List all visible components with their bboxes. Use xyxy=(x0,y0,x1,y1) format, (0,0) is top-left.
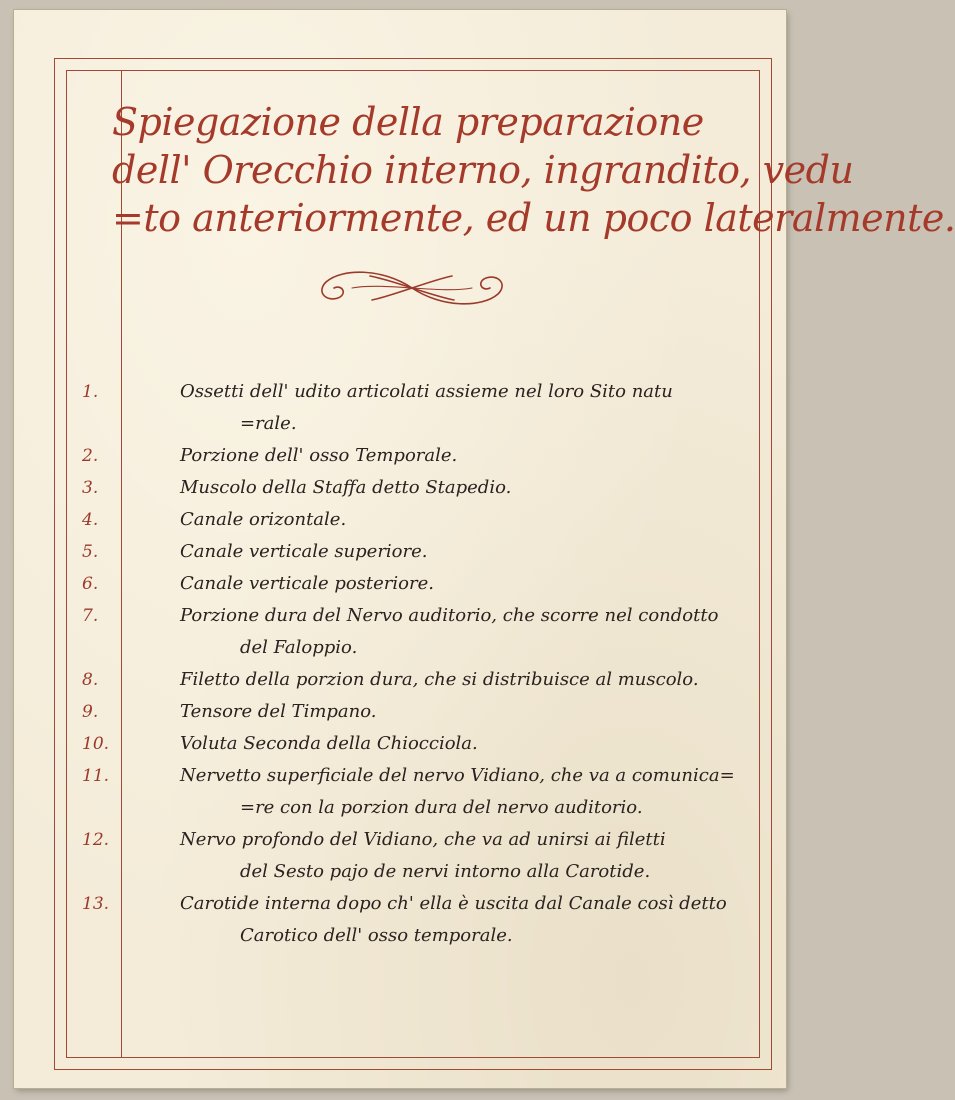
entries-list xyxy=(60,376,740,952)
entry-text: =re con la porzion dura del nervo auditorio. xyxy=(240,797,643,818)
entry-number: 1. xyxy=(82,382,99,402)
entry-text: Tensore del Timpano. xyxy=(180,701,377,722)
entry-text: Carotico dell' osso temporale. xyxy=(240,925,513,946)
entry-text: Filetto della porzion dura, che si distribuisce al muscolo. xyxy=(180,669,699,690)
entry-number: 5. xyxy=(82,542,99,562)
entry-text: Voluta Seconda della Chiocciola. xyxy=(180,733,478,754)
entry-text: del Faloppio. xyxy=(240,637,358,658)
list-item xyxy=(60,536,740,568)
title-line-2: dell' Orecchio interno, ingrandito, vedu xyxy=(112,148,854,192)
entry-number: 6. xyxy=(82,574,99,594)
entry-text: Canale verticale posteriore. xyxy=(180,573,434,594)
entry-text: Carotide interna dopo ch' ella è uscita dal Canale così detto xyxy=(180,893,727,914)
flourish-ornament xyxy=(312,262,512,314)
entry-number: 11. xyxy=(82,766,110,786)
entry-text: del Sesto pajo de nervi intorno alla Carotide. xyxy=(240,861,651,882)
entry-number: 13. xyxy=(82,894,110,914)
entry-number: 12. xyxy=(82,830,110,850)
entry-text: Canale orizontale. xyxy=(180,509,347,530)
list-item xyxy=(60,504,740,536)
entry-number: 8. xyxy=(82,670,99,690)
entry-text: Porzione dura del Nervo auditorio, che scorre nel condotto xyxy=(180,605,719,626)
list-item xyxy=(60,600,740,664)
list-item xyxy=(60,728,740,760)
entry-number: 10. xyxy=(82,734,110,754)
list-item xyxy=(60,888,740,952)
entry-number: 3. xyxy=(82,478,99,498)
entry-number: 4. xyxy=(82,510,99,530)
list-item xyxy=(60,568,740,600)
entry-number: 7. xyxy=(82,606,99,626)
entry-text: Ossetti dell' udito articolati assieme nel loro Sito natu xyxy=(180,381,673,402)
entry-text: Porzione dell' osso Temporale. xyxy=(180,445,458,466)
list-item xyxy=(60,824,740,888)
entry-number: 9. xyxy=(82,702,99,722)
page-title xyxy=(112,98,955,242)
entry-text: Canale verticale superiore. xyxy=(180,541,428,562)
list-item xyxy=(60,664,740,696)
entry-text: Nervetto superficiale del nervo Vidiano, che va a comunica= xyxy=(180,765,735,786)
title-line-3: =to anteriormente, ed un poco lateralmente. xyxy=(112,196,955,240)
list-item xyxy=(60,376,740,440)
entry-text: Muscolo della Staffa detto Stapedio. xyxy=(180,477,512,498)
list-item xyxy=(60,760,740,824)
list-item xyxy=(60,440,740,472)
entry-number: 2. xyxy=(82,446,99,466)
entry-text: =rale. xyxy=(240,413,297,434)
title-line-1: Spiegazione della preparazione xyxy=(112,100,704,144)
list-item xyxy=(60,472,740,504)
list-item xyxy=(60,696,740,728)
entry-text: Nervo profondo del Vidiano, che va ad unirsi ai filetti xyxy=(180,829,666,850)
